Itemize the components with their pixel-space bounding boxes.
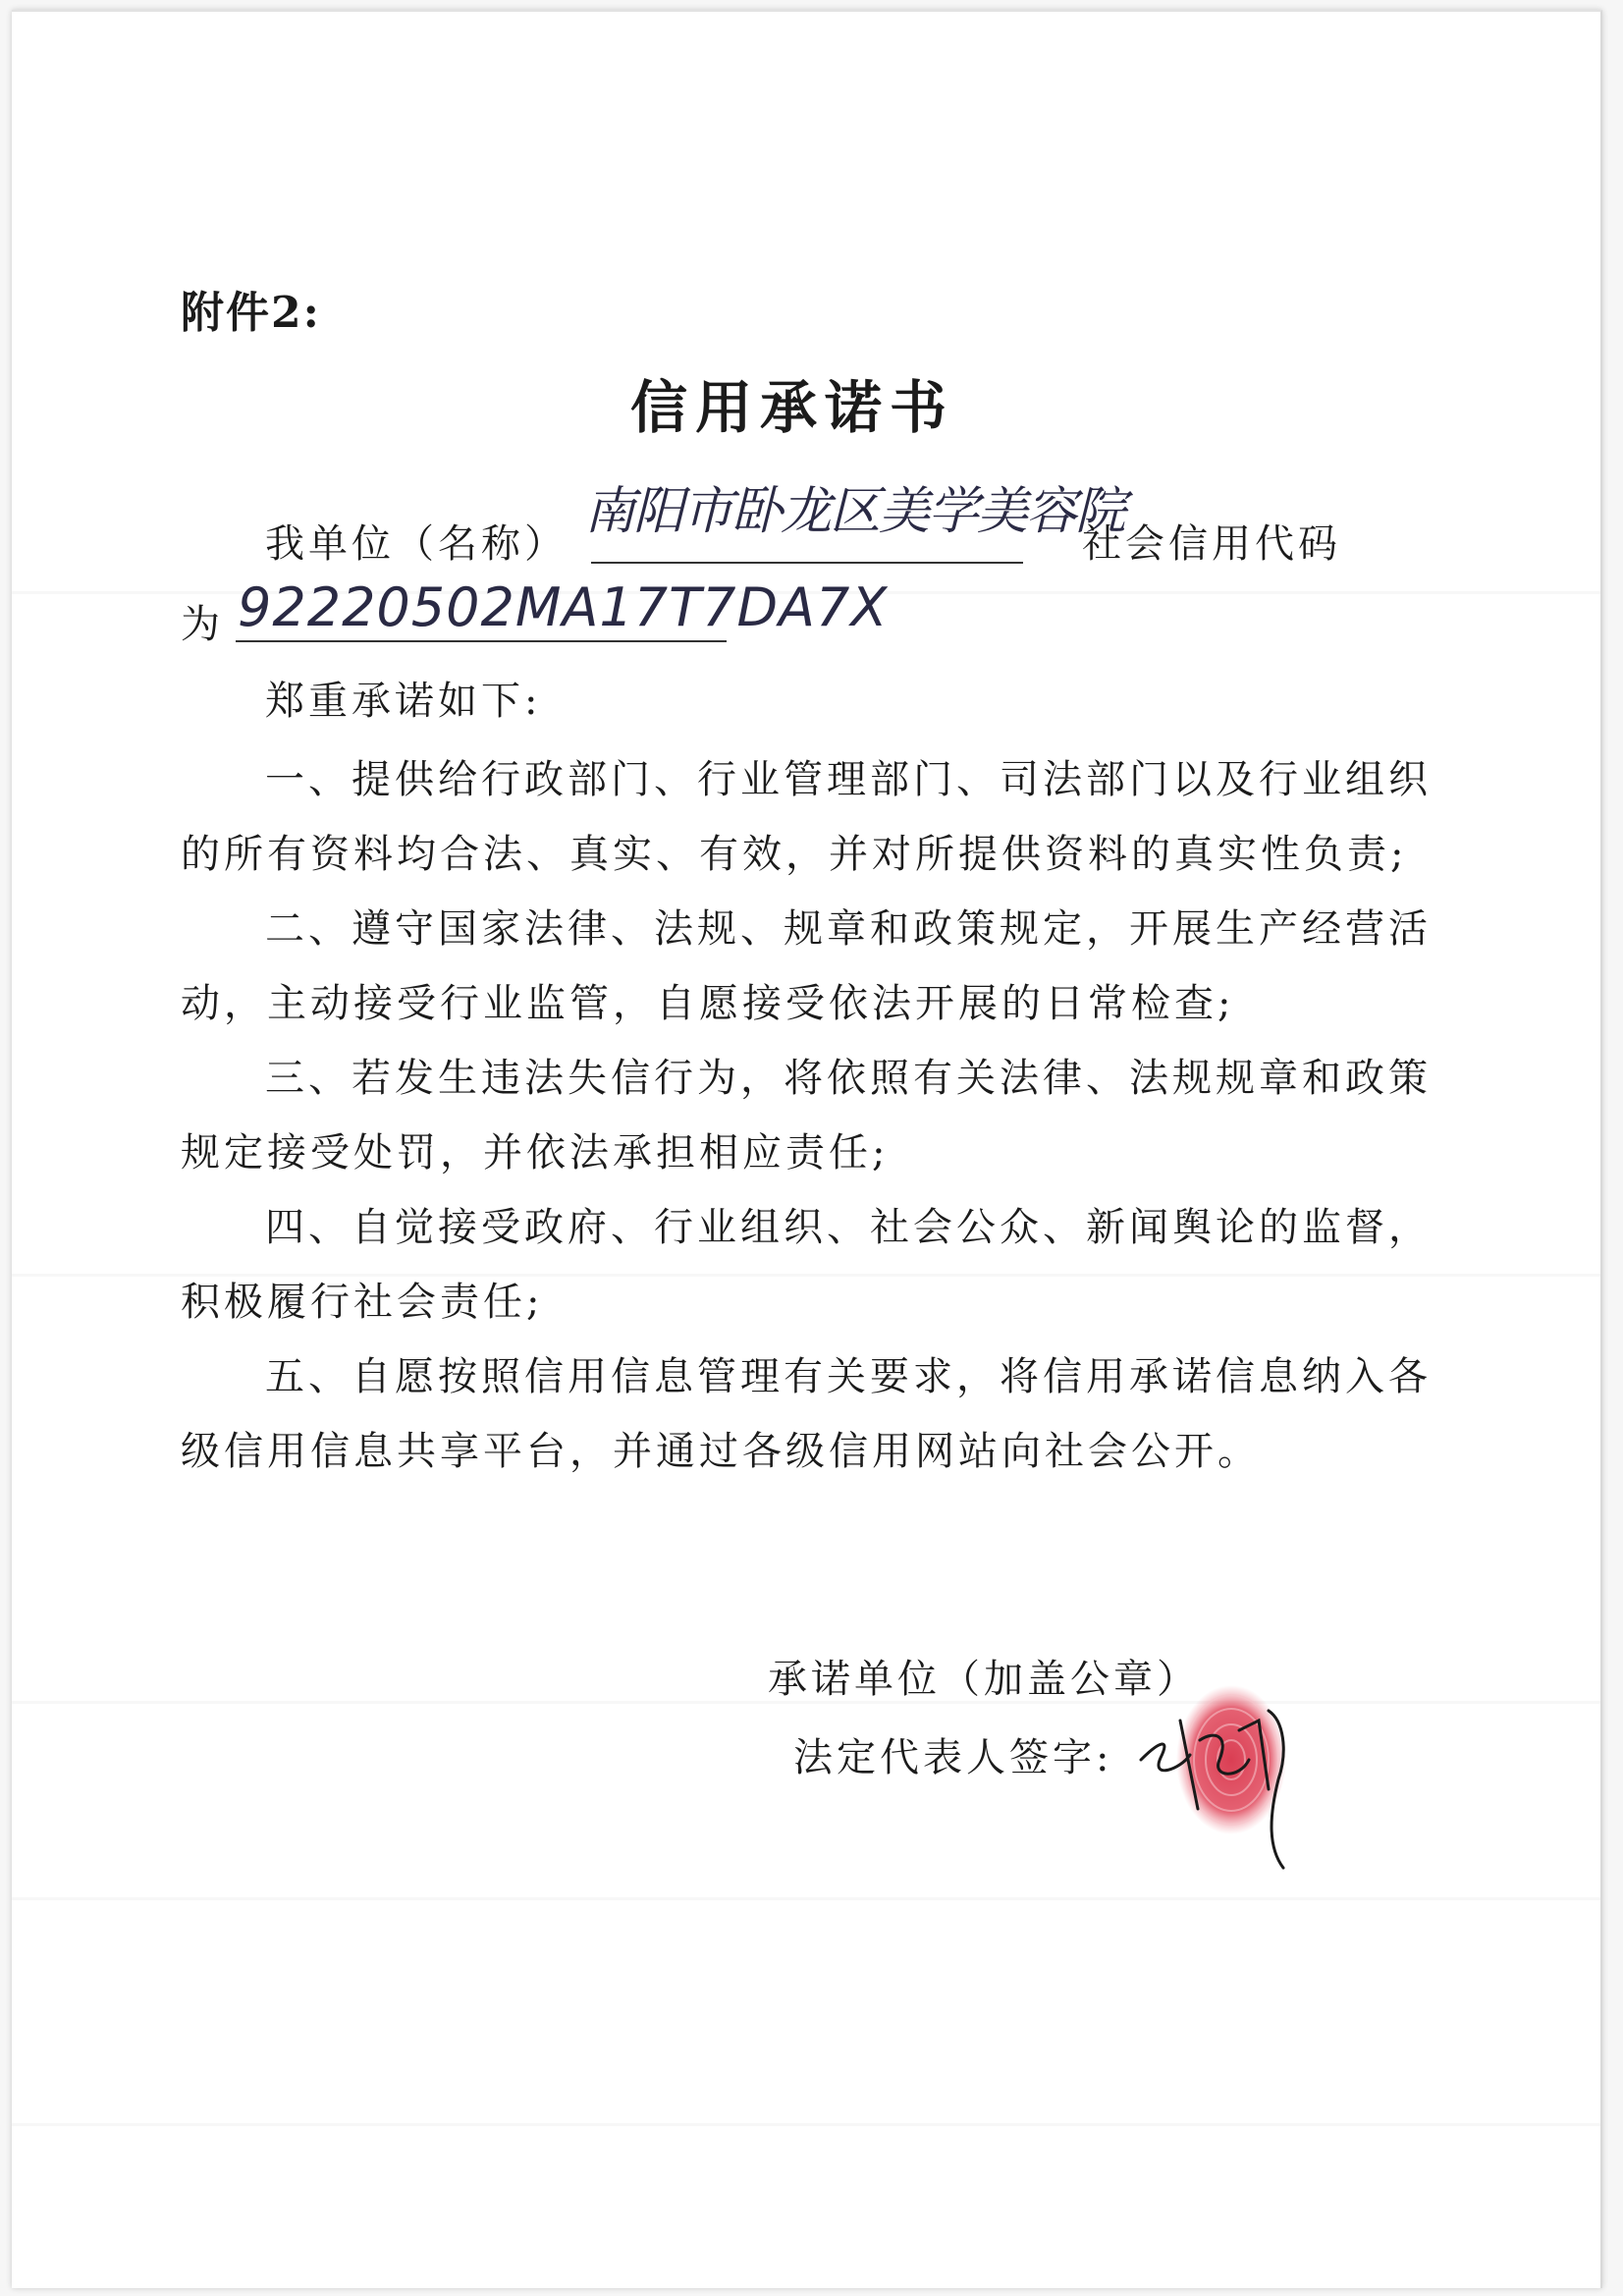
paragraph-5-line-2: 级信用信息共享平台，并通过各级信用网站向社会公开。 (181, 1429, 1261, 1474)
paragraph-2-line-2: 动，主动接受行业监管，自愿接受依法开展的日常检查; (181, 981, 1235, 1026)
credit-code-underline (236, 640, 727, 642)
paragraph-1-line-2: 的所有资料均合法、真实、有效，并对所提供资料的真实性负责; (181, 832, 1408, 877)
unit-name-underline (591, 562, 1023, 564)
paragraph-5-line-1: 五、自愿按照信用信息管理有关要求，将信用承诺信息纳入各 (265, 1354, 1432, 1399)
paragraph-4-line-2: 积极履行社会责任; (181, 1280, 544, 1325)
credit-code-label: 社会信用代码 (1082, 521, 1341, 567)
legal-representative-label: 法定代表人签字: (793, 1735, 1113, 1780)
document-page (12, 10, 1602, 2288)
document-title: 信用承诺书 (630, 374, 955, 441)
signer-unit-label: 承诺单位（加盖公章） (768, 1657, 1200, 1702)
paragraph-2-line-1: 二、遵守国家法律、法规、规章和政策规定，开展生产经营活 (265, 906, 1432, 952)
fingerprint-and-signature (1121, 1662, 1327, 1887)
paragraph-3-line-2: 规定接受处罚，并依法承担相应责任; (181, 1130, 890, 1175)
scan-artifact (12, 2123, 1600, 2126)
attachment-label: 附件2: (181, 288, 321, 338)
credit-code-prefix: 为 (181, 602, 224, 647)
pledge-intro: 郑重承诺如下: (265, 679, 542, 724)
paragraph-3-line-1: 三、若发生违法失信行为，将依照有关法律、法规规章和政策 (265, 1056, 1432, 1101)
paragraph-1-line-1: 一、提供给行政部门、行业管理部门、司法部门以及行业组织 (265, 757, 1432, 802)
unit-name-handwritten: 南阳市卧龙区美学美容院 (584, 482, 1125, 541)
scan-artifact (12, 1897, 1600, 1900)
paragraph-4-line-1: 四、自觉接受政府、行业组织、社会公众、新闻舆论的监督， (265, 1205, 1432, 1250)
unit-name-label: 我单位（名称） (265, 521, 568, 567)
credit-code-handwritten: 92220502MA17T7DA7X (238, 576, 889, 638)
fingerprint-icon (1176, 1685, 1286, 1834)
